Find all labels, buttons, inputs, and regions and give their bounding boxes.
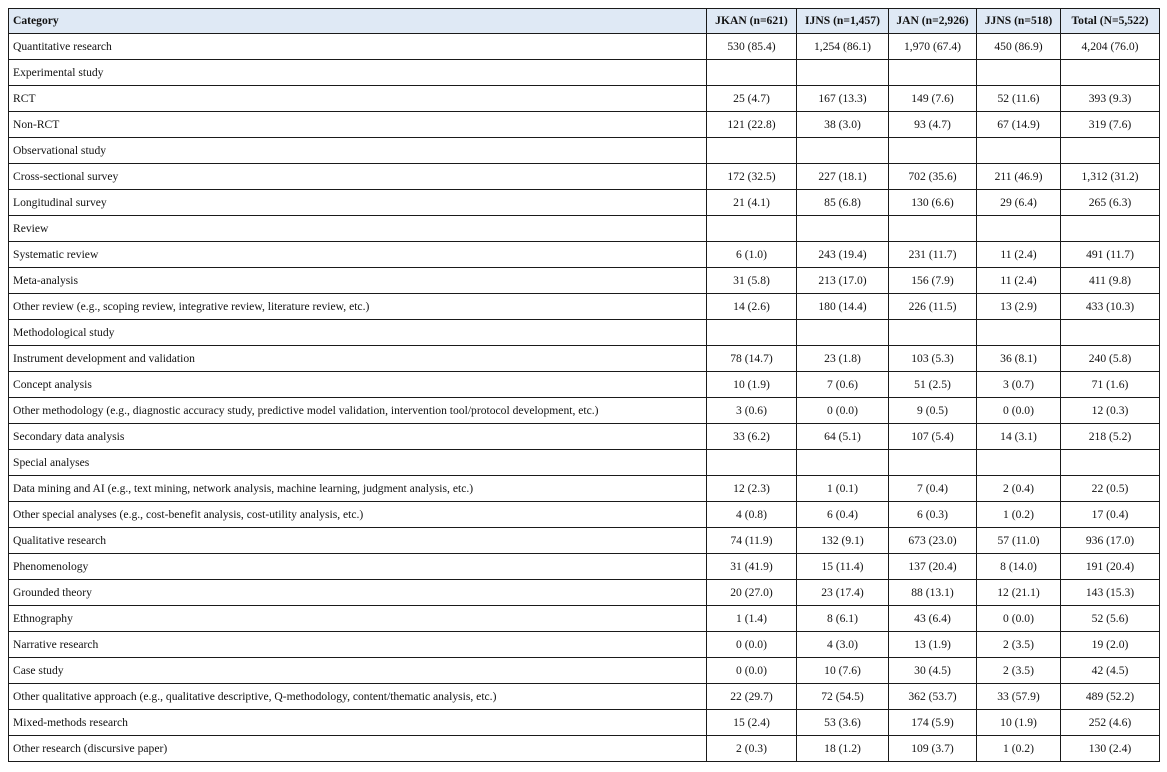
row-category-label: Other special analyses (e.g., cost-benefit analysis, cost-utility analysis, etc.) <box>9 502 707 528</box>
cell-ijns: 8 (6.1) <box>797 606 889 632</box>
table-row <box>9 606 1160 632</box>
row-category-label: Observational study <box>9 138 707 164</box>
cell-total: 491 (11.7) <box>1061 242 1160 268</box>
table-row <box>9 554 1160 580</box>
table-row <box>9 190 1160 216</box>
cell-jkan: 31 (5.8) <box>707 268 797 294</box>
cell-ijns: 4 (3.0) <box>797 632 889 658</box>
cell-jan: 174 (5.9) <box>889 710 977 736</box>
cell-total <box>1061 450 1160 476</box>
header-jjns: JJNS (n=518) <box>977 9 1061 34</box>
cell-jjns <box>977 216 1061 242</box>
table-row <box>9 528 1160 554</box>
cell-ijns: 7 (0.6) <box>797 372 889 398</box>
cell-jkan: 6 (1.0) <box>707 242 797 268</box>
row-category-label: Concept analysis <box>9 372 707 398</box>
cell-jjns: 11 (2.4) <box>977 242 1061 268</box>
table-row <box>9 398 1160 424</box>
table-row <box>9 60 1160 86</box>
row-category-label: Cross-sectional survey <box>9 164 707 190</box>
cell-jkan: 10 (1.9) <box>707 372 797 398</box>
table-row <box>9 346 1160 372</box>
cell-total: 265 (6.3) <box>1061 190 1160 216</box>
cell-ijns: 0 (0.0) <box>797 398 889 424</box>
row-category-label: Grounded theory <box>9 580 707 606</box>
cell-total: 71 (1.6) <box>1061 372 1160 398</box>
cell-total: 17 (0.4) <box>1061 502 1160 528</box>
cell-jan: 1,970 (67.4) <box>889 34 977 60</box>
cell-jkan <box>707 450 797 476</box>
cell-jjns: 67 (14.9) <box>977 112 1061 138</box>
row-category-label: Data mining and AI (e.g., text mining, network analysis, machine learning, judgment analysis, etc.) <box>9 476 707 502</box>
cell-total: 240 (5.8) <box>1061 346 1160 372</box>
cell-total: 411 (9.8) <box>1061 268 1160 294</box>
header-total: Total (N=5,522) <box>1061 9 1160 34</box>
cell-jkan: 20 (27.0) <box>707 580 797 606</box>
cell-jjns: 14 (3.1) <box>977 424 1061 450</box>
header-row <box>9 9 1160 34</box>
cell-jjns: 29 (6.4) <box>977 190 1061 216</box>
row-category-label: Qualitative research <box>9 528 707 554</box>
table-row <box>9 86 1160 112</box>
cell-total: 42 (4.5) <box>1061 658 1160 684</box>
cell-jan: 231 (11.7) <box>889 242 977 268</box>
cell-ijns: 85 (6.8) <box>797 190 889 216</box>
cell-jjns: 2 (3.5) <box>977 658 1061 684</box>
cell-jkan: 530 (85.4) <box>707 34 797 60</box>
header-jkan: JKAN (n=621) <box>707 9 797 34</box>
cell-jkan: 74 (11.9) <box>707 528 797 554</box>
cell-ijns <box>797 450 889 476</box>
row-category-label: Review <box>9 216 707 242</box>
cell-jjns: 3 (0.7) <box>977 372 1061 398</box>
cell-jan: 226 (11.5) <box>889 294 977 320</box>
cell-jan: 6 (0.3) <box>889 502 977 528</box>
table-row <box>9 502 1160 528</box>
cell-jkan: 12 (2.3) <box>707 476 797 502</box>
cell-jkan: 22 (29.7) <box>707 684 797 710</box>
table-row <box>9 242 1160 268</box>
cell-jkan: 33 (6.2) <box>707 424 797 450</box>
cell-jan: 109 (3.7) <box>889 736 977 762</box>
cell-jjns: 52 (11.6) <box>977 86 1061 112</box>
header-category: Category <box>9 9 707 34</box>
table-row <box>9 476 1160 502</box>
cell-ijns: 1,254 (86.1) <box>797 34 889 60</box>
cell-ijns: 10 (7.6) <box>797 658 889 684</box>
cell-total: 936 (17.0) <box>1061 528 1160 554</box>
cell-total: 433 (10.3) <box>1061 294 1160 320</box>
cell-jjns: 12 (21.1) <box>977 580 1061 606</box>
cell-ijns: 15 (11.4) <box>797 554 889 580</box>
row-category-label: Ethnography <box>9 606 707 632</box>
cell-ijns <box>797 60 889 86</box>
cell-jkan <box>707 60 797 86</box>
table-body <box>9 34 1160 762</box>
cell-jjns <box>977 60 1061 86</box>
table-row <box>9 294 1160 320</box>
row-category-label: Secondary data analysis <box>9 424 707 450</box>
cell-total <box>1061 138 1160 164</box>
cell-jjns: 0 (0.0) <box>977 398 1061 424</box>
cell-jkan: 14 (2.6) <box>707 294 797 320</box>
cell-total: 218 (5.2) <box>1061 424 1160 450</box>
cell-jjns: 1 (0.2) <box>977 502 1061 528</box>
cell-ijns: 132 (9.1) <box>797 528 889 554</box>
table-row <box>9 736 1160 762</box>
table-row <box>9 320 1160 346</box>
table-row <box>9 632 1160 658</box>
cell-total: 130 (2.4) <box>1061 736 1160 762</box>
cell-jjns: 10 (1.9) <box>977 710 1061 736</box>
cell-jjns: 211 (46.9) <box>977 164 1061 190</box>
cell-jkan: 31 (41.9) <box>707 554 797 580</box>
cell-jkan: 1 (1.4) <box>707 606 797 632</box>
cell-jjns: 11 (2.4) <box>977 268 1061 294</box>
cell-ijns: 227 (18.1) <box>797 164 889 190</box>
cell-jkan: 21 (4.1) <box>707 190 797 216</box>
cell-total: 393 (9.3) <box>1061 86 1160 112</box>
table-row <box>9 268 1160 294</box>
cell-jan: 107 (5.4) <box>889 424 977 450</box>
cell-jkan <box>707 138 797 164</box>
row-category-label: Other research (discursive paper) <box>9 736 707 762</box>
cell-ijns: 180 (14.4) <box>797 294 889 320</box>
cell-jan: 130 (6.6) <box>889 190 977 216</box>
cell-jjns: 2 (0.4) <box>977 476 1061 502</box>
row-category-label: Narrative research <box>9 632 707 658</box>
cell-jjns: 450 (86.9) <box>977 34 1061 60</box>
cell-ijns: 38 (3.0) <box>797 112 889 138</box>
row-category-label: Special analyses <box>9 450 707 476</box>
cell-jkan: 0 (0.0) <box>707 632 797 658</box>
cell-jjns: 1 (0.2) <box>977 736 1061 762</box>
table-row <box>9 684 1160 710</box>
row-category-label: Quantitative research <box>9 34 707 60</box>
cell-total <box>1061 60 1160 86</box>
cell-total <box>1061 216 1160 242</box>
cell-jan: 9 (0.5) <box>889 398 977 424</box>
cell-jan: 702 (35.6) <box>889 164 977 190</box>
cell-jjns: 36 (8.1) <box>977 346 1061 372</box>
cell-jjns: 33 (57.9) <box>977 684 1061 710</box>
cell-jkan: 78 (14.7) <box>707 346 797 372</box>
row-category-label: RCT <box>9 86 707 112</box>
cell-total <box>1061 320 1160 346</box>
cell-jjns: 13 (2.9) <box>977 294 1061 320</box>
row-category-label: Other review (e.g., scoping review, integrative review, literature review, etc.) <box>9 294 707 320</box>
table-row <box>9 424 1160 450</box>
table-row <box>9 372 1160 398</box>
cell-jkan: 172 (32.5) <box>707 164 797 190</box>
cell-jan <box>889 450 977 476</box>
cell-jan <box>889 320 977 346</box>
cell-total: 143 (15.3) <box>1061 580 1160 606</box>
cell-jkan <box>707 320 797 346</box>
table-row <box>9 658 1160 684</box>
cell-total: 12 (0.3) <box>1061 398 1160 424</box>
cell-jan: 93 (4.7) <box>889 112 977 138</box>
cell-jkan: 2 (0.3) <box>707 736 797 762</box>
cell-jkan: 0 (0.0) <box>707 658 797 684</box>
cell-total: 489 (52.2) <box>1061 684 1160 710</box>
cell-jkan: 121 (22.8) <box>707 112 797 138</box>
cell-jan <box>889 138 977 164</box>
cell-jkan <box>707 216 797 242</box>
cell-jan: 362 (53.7) <box>889 684 977 710</box>
cell-total: 52 (5.6) <box>1061 606 1160 632</box>
cell-jan: 137 (20.4) <box>889 554 977 580</box>
cell-jan: 88 (13.1) <box>889 580 977 606</box>
cell-jan: 51 (2.5) <box>889 372 977 398</box>
cell-jan <box>889 216 977 242</box>
cell-jkan: 4 (0.8) <box>707 502 797 528</box>
table-row <box>9 112 1160 138</box>
cell-ijns <box>797 320 889 346</box>
row-category-label: Case study <box>9 658 707 684</box>
cell-jan: 7 (0.4) <box>889 476 977 502</box>
cell-ijns: 18 (1.2) <box>797 736 889 762</box>
cell-ijns <box>797 216 889 242</box>
data-table <box>8 8 1160 762</box>
table-row <box>9 164 1160 190</box>
table-row <box>9 450 1160 476</box>
cell-ijns: 23 (1.8) <box>797 346 889 372</box>
cell-ijns: 64 (5.1) <box>797 424 889 450</box>
cell-jan: 149 (7.6) <box>889 86 977 112</box>
table-row <box>9 216 1160 242</box>
cell-jan: 673 (23.0) <box>889 528 977 554</box>
cell-jjns <box>977 138 1061 164</box>
cell-total: 319 (7.6) <box>1061 112 1160 138</box>
cell-ijns: 243 (19.4) <box>797 242 889 268</box>
cell-jjns <box>977 320 1061 346</box>
cell-total: 4,204 (76.0) <box>1061 34 1160 60</box>
table-header <box>9 9 1160 34</box>
cell-total: 22 (0.5) <box>1061 476 1160 502</box>
cell-ijns: 72 (54.5) <box>797 684 889 710</box>
cell-ijns: 6 (0.4) <box>797 502 889 528</box>
cell-ijns <box>797 138 889 164</box>
cell-total: 19 (2.0) <box>1061 632 1160 658</box>
row-category-label: Experimental study <box>9 60 707 86</box>
cell-ijns: 53 (3.6) <box>797 710 889 736</box>
cell-jjns: 2 (3.5) <box>977 632 1061 658</box>
row-category-label: Other qualitative approach (e.g., qualitative descriptive, Q-methodology, content/thematic analysis, etc.) <box>9 684 707 710</box>
cell-jkan: 15 (2.4) <box>707 710 797 736</box>
row-category-label: Systematic review <box>9 242 707 268</box>
table-row <box>9 580 1160 606</box>
row-category-label: Longitudinal survey <box>9 190 707 216</box>
cell-total: 252 (4.6) <box>1061 710 1160 736</box>
row-category-label: Non-RCT <box>9 112 707 138</box>
cell-jjns: 8 (14.0) <box>977 554 1061 580</box>
cell-jjns: 0 (0.0) <box>977 606 1061 632</box>
row-category-label: Instrument development and validation <box>9 346 707 372</box>
row-category-label: Meta-analysis <box>9 268 707 294</box>
cell-jjns: 57 (11.0) <box>977 528 1061 554</box>
row-category-label: Other methodology (e.g., diagnostic accuracy study, predictive model validation, intervention tool/protocol development, etc.) <box>9 398 707 424</box>
cell-jan: 103 (5.3) <box>889 346 977 372</box>
cell-ijns: 1 (0.1) <box>797 476 889 502</box>
cell-jkan: 25 (4.7) <box>707 86 797 112</box>
table-row <box>9 710 1160 736</box>
cell-ijns: 213 (17.0) <box>797 268 889 294</box>
cell-jan: 43 (6.4) <box>889 606 977 632</box>
cell-jkan: 3 (0.6) <box>707 398 797 424</box>
row-category-label: Mixed-methods research <box>9 710 707 736</box>
cell-total: 1,312 (31.2) <box>1061 164 1160 190</box>
cell-ijns: 23 (17.4) <box>797 580 889 606</box>
cell-jan: 30 (4.5) <box>889 658 977 684</box>
cell-jan: 13 (1.9) <box>889 632 977 658</box>
table-row <box>9 138 1160 164</box>
cell-jan <box>889 60 977 86</box>
row-category-label: Methodological study <box>9 320 707 346</box>
cell-jjns <box>977 450 1061 476</box>
table-row <box>9 34 1160 60</box>
cell-jan: 156 (7.9) <box>889 268 977 294</box>
row-category-label: Phenomenology <box>9 554 707 580</box>
cell-ijns: 167 (13.3) <box>797 86 889 112</box>
header-jan: JAN (n=2,926) <box>889 9 977 34</box>
cell-total: 191 (20.4) <box>1061 554 1160 580</box>
header-ijns: IJNS (n=1,457) <box>797 9 889 34</box>
table-container <box>8 8 1160 762</box>
